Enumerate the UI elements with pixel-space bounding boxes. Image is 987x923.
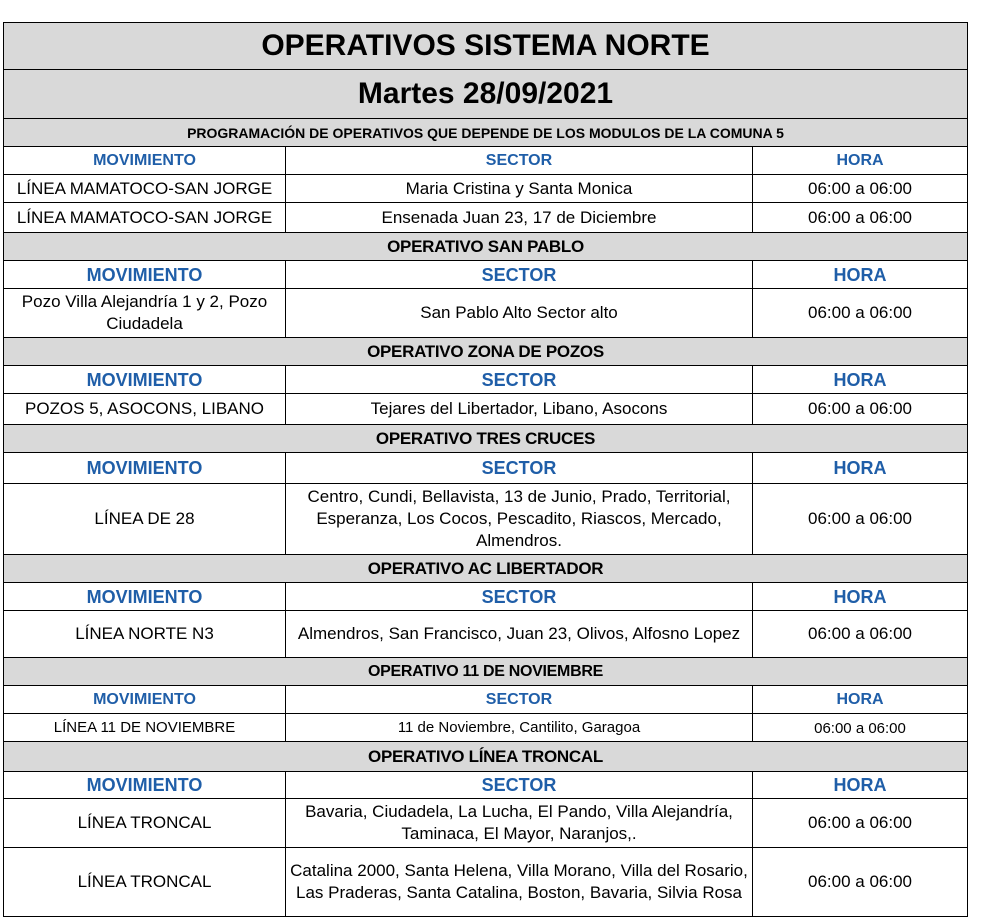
subtitle: PROGRAMACIÓN DE OPERATIVOS QUE DEPENDE DE LOS MODULOS DE LA COMUNA 5 (187, 124, 784, 141)
hora-cell: 06:00 a 06:00 (808, 178, 912, 198)
page-title: OPERATIVOS SISTEMA NORTE (261, 29, 710, 62)
column-header-sector: SECTOR (286, 261, 753, 288)
movimiento-cell: POZOS 5, ASOCONS, LIBANO (4, 394, 286, 424)
table-row (3, 202, 968, 232)
column-header-sector: SECTOR (286, 583, 753, 610)
movimiento-cell: LÍNEA MAMATOCO-SAN JORGE (4, 203, 286, 232)
movimiento-cell: LÍNEA MAMATOCO-SAN JORGE (4, 175, 286, 202)
column-header-row (3, 365, 968, 393)
section-title-row (3, 337, 968, 365)
column-header-hora: HORA (833, 264, 887, 285)
column-header-sector: SECTOR (286, 147, 753, 174)
section-title: OPERATIVO 11 DE NOVIEMBRE (368, 662, 603, 680)
column-header-movimiento: MOVIMIENTO (4, 772, 286, 798)
column-header-hora: HORA (833, 775, 887, 795)
column-header-movimiento: MOVIMIENTO (4, 686, 286, 713)
table-row (3, 288, 968, 337)
sector-cell: Ensenada Juan 23, 17 de Diciembre (286, 203, 753, 232)
column-header-movimiento: MOVIMIENTO (4, 261, 286, 288)
table-row (3, 483, 968, 554)
column-header-sector: SECTOR (286, 453, 753, 483)
section-title: OPERATIVO ZONA DE POZOS (367, 341, 604, 361)
section-title: OPERATIVO LÍNEA TRONCAL (368, 746, 603, 766)
hora-cell: 06:00 a 06:00 (808, 813, 912, 832)
table-row (3, 798, 968, 847)
column-header-sector: SECTOR (286, 366, 753, 393)
hora-cell: 06:00 a 06:00 (814, 720, 906, 737)
sector-cell: Tejares del Libertador, Libano, Asocons (286, 394, 753, 424)
table-row (3, 174, 968, 202)
table-row (3, 713, 968, 741)
section-title: OPERATIVO SAN PABLO (387, 236, 584, 256)
column-header-movimiento: MOVIMIENTO (4, 583, 286, 610)
hora-cell: 06:00 a 06:00 (808, 509, 912, 528)
subtitle-row (3, 118, 968, 146)
hora-cell: 06:00 a 06:00 (808, 624, 912, 643)
column-header-row (3, 685, 968, 713)
date-row (3, 69, 968, 118)
movimiento-cell: LÍNEA TRONCAL (4, 799, 286, 847)
movimiento-cell: LÍNEA 11 DE NOVIEMBRE (4, 714, 286, 741)
table-row (3, 847, 968, 917)
column-header-row (3, 452, 968, 483)
sector-cell: San Pablo Alto Sector alto (286, 289, 753, 337)
table-row (3, 610, 968, 657)
column-header-hora: HORA (833, 586, 887, 607)
hora-cell: 06:00 a 06:00 (808, 303, 912, 322)
section-title-row (3, 554, 968, 582)
sector-cell: Bavaria, Ciudadela, La Lucha, El Pando, Villa Alejandría, Taminaca, El Mayor, Naranjos,. (286, 799, 753, 847)
section-title-row (3, 424, 968, 452)
movimiento-cell: Pozo Villa Alejandría 1 y 2, Pozo Ciudadela (4, 289, 286, 337)
sector-cell: Maria Cristina y Santa Monica (286, 175, 753, 202)
date-title: Martes 28/09/2021 (357, 77, 614, 110)
column-header-hora: HORA (833, 458, 887, 478)
column-header-hora: HORA (833, 369, 887, 390)
hora-cell: 06:00 a 06:00 (808, 399, 912, 418)
movimiento-cell: LÍNEA TRONCAL (4, 848, 286, 916)
sector-cell: Centro, Cundi, Bellavista, 13 de Junio, Prado, Territorial, Esperanza, Los Cocos, Pescadito, Riascos, Mercado, Almendros. (286, 484, 753, 554)
hora-cell: 06:00 a 06:00 (808, 207, 912, 227)
column-header-row (3, 582, 968, 610)
sector-cell: Catalina 2000, Santa Helena, Villa Morano, Villa del Rosario, Las Praderas, Santa Catalina, Boston, Bavaria, Silvia Rosa (286, 848, 753, 916)
schedule-table (3, 22, 968, 917)
table-row (3, 393, 968, 424)
column-header-sector: SECTOR (286, 772, 753, 798)
section-title-row (3, 741, 968, 771)
column-header-sector: SECTOR (286, 686, 753, 713)
sector-cell: 11 de Noviembre, Cantilito, Garagoa (286, 714, 753, 741)
hora-cell: 06:00 a 06:00 (808, 872, 912, 891)
column-header-row (3, 771, 968, 798)
title-row (3, 22, 968, 69)
section-title-row (3, 657, 968, 685)
sector-cell: Almendros, San Francisco, Juan 23, Olivos, Alfosno Lopez (286, 611, 753, 657)
column-header-movimiento: MOVIMIENTO (4, 453, 286, 483)
column-header-row (3, 146, 968, 174)
movimiento-cell: LÍNEA DE 28 (4, 484, 286, 554)
column-header-movimiento: MOVIMIENTO (4, 147, 286, 174)
section-title: OPERATIVO AC LIBERTADOR (367, 558, 604, 578)
movimiento-cell: LÍNEA NORTE N3 (4, 611, 286, 657)
column-header-hora: HORA (836, 151, 884, 169)
column-header-movimiento: MOVIMIENTO (4, 366, 286, 393)
column-header-hora: HORA (836, 690, 884, 708)
section-title: OPERATIVO TRES CRUCES (375, 428, 596, 448)
section-title-row (3, 232, 968, 260)
column-header-row (3, 260, 968, 288)
